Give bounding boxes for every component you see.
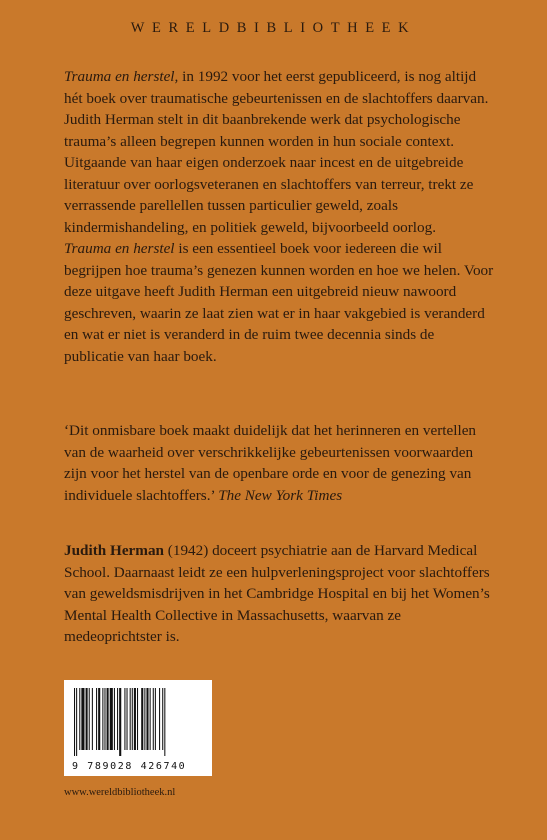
barcode-bar [76, 688, 77, 756]
barcode-bar [96, 688, 97, 750]
barcode-bar [86, 688, 88, 750]
author-paragraph [64, 540, 494, 648]
barcode-bar [107, 688, 109, 750]
quote-text: ‘Dit onmisbare boek maakt duidelijk dat het herinneren en vertellen van de waarheid over verschrikkelijke gebeurtenissen voorwaarden zijn voor het herstel van de openbare orde en voor de genezing van individuele slachtoffers.’ [64, 422, 477, 504]
series-title: WERELDBIBLIOTHEEK [130, 20, 417, 36]
blurb-paragraph-1 [64, 66, 494, 238]
barcode-bar [144, 688, 145, 750]
quote-source: The New York Times [218, 486, 343, 504]
barcode-bar [92, 688, 93, 750]
book-title: Trauma en herstel, [64, 68, 179, 85]
author-bio-text: (1942) doceert psychiatrie aan de Harvard Medical School. Daarnaast leidt ze een hulpverleningsproject voor slachtoffers van geweldsmisdrijven in het Cambridge Hospital en bij het Women’s Mental Health Collective in Massachusetts, waarvan ze medeoprichtster is. [64, 542, 490, 645]
review-quote [64, 420, 494, 506]
barcode-bar [146, 688, 148, 750]
barcode-bar [119, 688, 121, 756]
barcode-bar [132, 688, 133, 750]
blurb-description [64, 66, 494, 367]
author-bio [64, 540, 494, 648]
book-title: Trauma en herstel [64, 240, 175, 257]
barcode-bar [155, 688, 156, 750]
barcode-bar [124, 688, 125, 750]
website-url: www.wereldbibliotheek.nl [64, 787, 176, 798]
barcode-bar [89, 688, 90, 750]
barcode-bar [159, 688, 160, 750]
blurb-text-2: is een essentieel boek voor iedereen die wil begrijpen hoe trauma’s genezen kunnen worden en hoe we helen. Voor deze uitgave heeft Judith Herman een uitgebreid nieuw nawoord geschreven, waarin ze laat zien wat er in haar vakgebied is veranderd en wat er niet is veranderd in de ruim twee decennia sinds de publicatie van haar boek. [64, 240, 494, 365]
barcode-bar [141, 688, 143, 750]
barcode-bar [162, 688, 163, 750]
barcode-bar [127, 688, 128, 750]
barcode-bar [98, 688, 100, 750]
barcode-bar [110, 688, 113, 750]
author-name: Judith Herman [64, 542, 164, 559]
barcode-bar [79, 688, 80, 750]
barcode-bar [134, 688, 136, 750]
barcode-bar [74, 688, 75, 756]
barcode-bar [164, 688, 165, 756]
barcode-bar [104, 688, 105, 750]
barcode-bar [117, 688, 118, 750]
isbn-number: 9 789028 426740 [72, 761, 187, 772]
barcode-icon [74, 688, 202, 756]
blurb-paragraph-2 [64, 238, 494, 367]
barcode-bar [153, 688, 154, 750]
barcode-bar [102, 688, 103, 750]
barcode-bar [150, 688, 151, 750]
barcode [64, 680, 212, 776]
blurb-text-1: in 1992 voor het eerst gepubliceerd, is nog altijd hét boek over traumatische gebeurtenissen en de slachtoffers daarvan. Judith Herman stelt in dit baanbrekende werk dat psychologische trauma’s alleen begrepen kunnen worden in hun sociale context. Uitgaande van haar eigen onderzoek naar incest en de uitgebreide literatuur over oorlogsveteranen en slachtoffers van terreur, trekt ze verrassende parellellen tussen particulier geweld, zoals kindermishandeling, en politiek geweld, bijvoorbeeld oorlog. [64, 68, 489, 236]
barcode-bar [81, 688, 84, 750]
quote-paragraph [64, 420, 494, 506]
barcode-bar [130, 688, 131, 750]
barcode-bar [114, 688, 115, 750]
barcode-bar [137, 688, 138, 750]
